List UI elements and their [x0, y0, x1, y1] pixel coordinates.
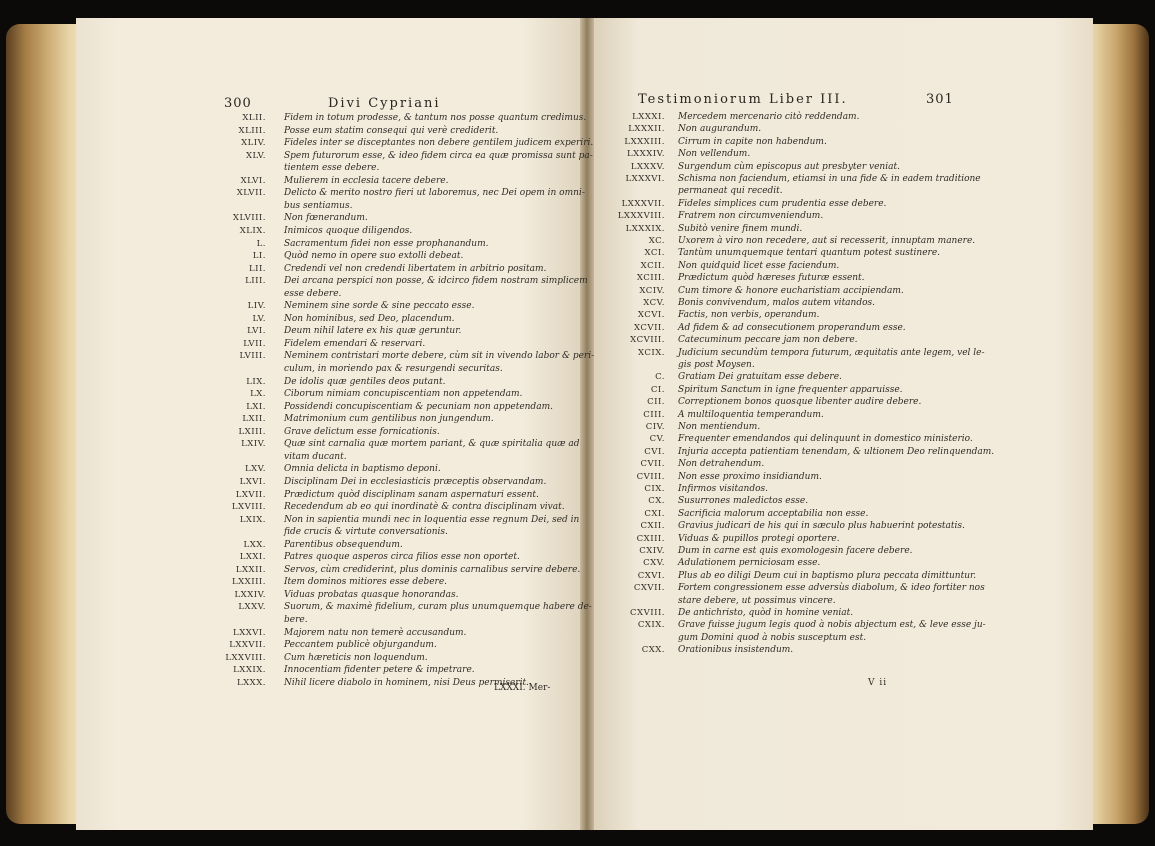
entry-number: LVII. [243, 338, 266, 349]
entry-number: CXV. [643, 558, 665, 569]
entry-text: Sacramentum fidei non esse prophanandum. [284, 238, 489, 249]
right-running-head: Testimoniorum Liber III. [638, 92, 848, 107]
entry-number: XCII. [640, 260, 665, 271]
entry-number: LVI. [247, 326, 266, 337]
entry-text: Correptionem bonos quosque libenter audire debere. [678, 397, 922, 408]
entry-text: bere. [284, 615, 308, 625]
entry-number: LXIII. [238, 426, 266, 437]
entry-number: XCIII. [636, 273, 665, 284]
entry-text: Omnia delicta in baptismo deponi. [284, 464, 441, 475]
entry-number: CXIII. [636, 533, 665, 544]
entry-number: CX. [648, 496, 665, 507]
entry-number: XCI. [644, 248, 665, 259]
entry-text: esse debere. [284, 288, 342, 299]
entry-text: Ciborum nimiam concupiscentiam non appetendam. [284, 389, 523, 400]
entry-text: Non in sapientia mundi nec in loquentia esse regnum Dei, sed in [284, 514, 580, 525]
entry-text: vitam ducant. [284, 451, 347, 462]
entry-number: CVI. [644, 446, 665, 457]
entry-number: LXXV. [238, 602, 266, 613]
entry-number: XLVII. [236, 188, 266, 199]
entry-text: Non vellendum. [678, 149, 751, 160]
entry-number: CI. [650, 384, 665, 395]
entry-text: Infirmos visitandos. [678, 484, 768, 494]
entry-text: Factis, non verbis, operandum. [678, 310, 820, 321]
entry-number: XLV. [245, 150, 266, 161]
entry-number: LXIV. [241, 439, 266, 450]
entry-text: Sacrificia malorum acceptabilia non esse. [678, 508, 869, 519]
entry-text: Surgendum cùm episcopus aut presbyter veniat. [678, 161, 900, 172]
entry-text: Parentibus obsequendum. [284, 539, 403, 550]
entry-text: permaneat qui recedit. [678, 186, 783, 197]
entry-number: LXVII. [235, 489, 266, 500]
entry-number: XLVIII. [232, 213, 266, 224]
entry-text: Spem futurorum esse, & ideo fidem circa ea quæ promissa sunt pa- [284, 150, 593, 161]
entry-number: LXXXVI. [625, 174, 665, 184]
entry-text: Mercedem mercenario citò reddendam. [678, 112, 860, 122]
entry-text: Gratiam Dei gratuitam esse debere. [678, 372, 842, 383]
catchword: LXXXI. Mer- [494, 683, 551, 693]
entry-number: L. [256, 238, 266, 249]
entry-number: LXV. [244, 464, 266, 475]
entry-number: LI. [252, 251, 266, 262]
entry-text: Neminem sine sorde & sine peccato esse. [284, 301, 475, 312]
entry-text: Mulierem in ecclesia tacere debere. [284, 175, 449, 186]
entry-text: Dum in carne est quis exomologesin facere debere. [678, 546, 913, 556]
entry-text: Inimicos quoque diligendos. [284, 225, 413, 236]
entry-number: LXXXII. [628, 124, 665, 135]
entry-text: Bonis convivendum, malos autem vitandos. [678, 298, 876, 308]
entry-text: Non detrahendum. [678, 459, 765, 470]
entry-number: CII. [647, 397, 665, 408]
entry-number: LXXXV. [630, 161, 665, 172]
entry-number: CVIII. [636, 471, 665, 482]
entry-text: Uxorem à viro non recedere, aut si recesserit, innuptam manere. [678, 236, 976, 246]
entry-text: Injuria accepta patientiam tenendam, & ultionem Deo relinquendam. [678, 446, 995, 457]
entry-number: CXVII. [633, 583, 665, 594]
entry-text: culum, in moriendo pax & resurgendi securitas. [284, 364, 503, 374]
open-book [6, 10, 1149, 838]
entry-number: XC. [648, 236, 665, 246]
entry-text: tientem esse debere. [284, 163, 380, 174]
entry-text: Peccantem publicè objurgandum. [284, 640, 437, 651]
entry-text: Quæ sint carnalia quæ mortem pariant, & quæ spiritalia quæ ad [284, 439, 580, 450]
entry-number: XCVI. [637, 310, 665, 321]
entry-number: CVII. [640, 459, 665, 470]
right-page-edges [1089, 24, 1149, 824]
entry-number: CXX. [641, 645, 665, 656]
entry-text: Prædictum quòd disciplinam sanam aspernaturi essent. [284, 489, 539, 500]
entry-text: Cum timore & honore eucharistiam accipiendam. [678, 285, 904, 296]
entry-number: XLIX. [239, 225, 266, 236]
entry-number: CIII. [643, 409, 665, 420]
entry-number: LIV. [247, 301, 266, 312]
entry-number: LIX. [246, 376, 266, 387]
entry-text: gis post Moysen. [678, 360, 755, 370]
entry-text: Possidendi concupiscentiam & pecuniam non appetendam. [284, 401, 553, 412]
entry-text: Subitò venire finem mundi. [678, 223, 803, 234]
entry-text: Fidelem emendari & reservari. [284, 338, 426, 349]
entry-text: A multiloquentia temperandum. [678, 409, 824, 420]
entry-number: LXXX. [236, 677, 266, 688]
entry-number: XCVIII. [630, 335, 665, 346]
entry-text: Schisma non faciendum, etiamsi in una fide & in eadem traditione [678, 174, 981, 184]
entry-number: LIII. [245, 276, 266, 287]
entry-text: Fideles simplices cum prudentia esse debere. [678, 198, 887, 209]
left-page-edges [6, 24, 84, 824]
entry-number: LXXIV. [234, 589, 266, 600]
entry-text: Nihil licere diabolo in hominem, nisi Deus permiserit. [284, 677, 529, 688]
entry-text: Grave delictum esse fornicationis. [284, 426, 440, 437]
entry-number: LXXXIV. [626, 149, 665, 160]
entry-number: LXXVI. [233, 627, 266, 638]
entry-text: Non mentiendum. [678, 422, 761, 432]
entry-text: Tantùm unumquemque tentari quantum potest sustinere. [678, 248, 941, 259]
entry-text: Delicto & merito nostro fieri ut laboremus, nec Dei opem in omni- [284, 188, 585, 199]
entry-text: Spiritum Sanctum in igne frequenter apparuisse. [678, 384, 903, 395]
entry-number: CIX. [644, 484, 665, 494]
entry-number: C. [655, 372, 665, 383]
entry-text: Recedendum ab eo qui inordinatè & contra disciplinam vivat. [284, 502, 565, 513]
entry-number: CXIV. [639, 546, 665, 556]
entry-text: Fideles inter se disceptantes non debere gentilem judicem experiri. [284, 138, 594, 149]
entry-text: Fidem in totum prodesse, & tantum nos posse quantum credimus. [284, 113, 587, 123]
entry-number: LXXXI. [632, 112, 665, 122]
right-page-number: 301 [926, 92, 954, 107]
entry-number: CXI. [644, 508, 665, 519]
entry-number: LXX. [243, 539, 266, 550]
entry-text: gum Domini quod à nobis susceptum est. [678, 632, 867, 643]
entry-text: Orationibus insistendum. [678, 645, 794, 656]
entry-text: Posse eum statim consequi qui verè crediderit. [284, 125, 499, 136]
signature-mark: V ii [868, 678, 888, 688]
entry-number: XCIV. [639, 285, 665, 296]
entry-text: Fratrem non circumveniendum. [678, 211, 824, 222]
entry-number: CXVI. [637, 570, 665, 581]
entry-number: LXII. [242, 414, 266, 425]
entry-text: Cum hæreticis non loquendum. [284, 652, 428, 663]
entry-number: LXVI. [239, 476, 266, 487]
entry-text: Non augurandum. [678, 124, 762, 135]
entry-text: Non fœnerandum. [284, 213, 368, 224]
entry-text: Quòd nemo in opere suo extolli debeat. [284, 251, 464, 262]
entry-number: LXXVIII. [225, 652, 266, 663]
entry-text: Deum nihil latere ex his quæ geruntur. [284, 326, 462, 337]
entry-number: LXIX. [239, 514, 266, 525]
entry-number: CXII. [640, 521, 665, 532]
entry-text: Servos, cùm crediderint, plus dominis carnalibus servire debere. [284, 564, 581, 575]
entry-number: XCIX. [637, 347, 665, 358]
entry-text: De antichristo, quòd in homine veniat. [678, 608, 854, 618]
entry-text: Gravius judicari de his qui in sæculo plus habuerint potestatis. [678, 521, 965, 532]
entry-number: XLIV. [241, 138, 266, 149]
entry-number: XLIII. [238, 125, 266, 136]
entry-number: LX. [250, 389, 266, 400]
entry-text: Viduas & pupillos protegi oportere. [678, 533, 840, 544]
entry-text: Adulationem perniciosam esse. [678, 558, 821, 569]
entry-text: stare debere, ut possimus vincere. [678, 595, 836, 606]
entry-number: LXXI. [239, 552, 266, 563]
entry-number: LXXIX. [233, 665, 266, 676]
entry-number: CXIX. [637, 620, 665, 631]
entry-text: Patres quoque asperos circa filios esse non oportet. [284, 552, 520, 563]
entry-text: Non hominibus, sed Deo, placendum. [284, 313, 455, 324]
entry-number: LXI. [246, 401, 266, 412]
entry-text: Grave fuisse jugum legis quod à nobis abjectum est, & leve esse ju- [678, 620, 986, 631]
entry-number: LXXII. [235, 564, 266, 575]
entry-text: Susurrones maledictos esse. [678, 496, 809, 507]
entry-text: Innocentiam fidenter petere & impetrare. [284, 665, 475, 676]
entry-number: CXVIII. [630, 608, 665, 618]
entry-text: Suorum, & maximè fidelium, curam plus unumquemque habere de- [284, 602, 592, 613]
entry-number: LXXXVIII. [617, 211, 665, 222]
entry-number: LXXXIII. [624, 136, 665, 147]
entry-text: bus sentiamus. [284, 200, 353, 211]
entry-number: LXXIII. [231, 577, 266, 588]
entry-text: Cirrum in capite non habendum. [678, 136, 827, 147]
entry-text: Non quidquid licet esse faciendum. [678, 260, 840, 271]
entry-number: LXVIII. [231, 502, 266, 513]
entry-text: Dei arcana perspici non posse, & idcirco fidem nostram simplicem [284, 276, 588, 287]
entry-text: De idolis quæ gentiles deos putant. [284, 376, 446, 387]
entry-number: LVIII. [239, 351, 266, 362]
entry-text: Matrimonium cum gentilibus non jungendum. [284, 414, 494, 425]
entry-text: Frequenter emendandos qui delinquunt in domestico ministerio. [678, 434, 973, 445]
entry-text: Plus ab eo diligi Deum cui in baptismo plura peccata dimittuntur. [678, 570, 977, 581]
entry-text: Credendi vel non credendi libertatem in arbitrio positam. [284, 263, 547, 274]
entry-text: Viduas probatas quasque honorandas. [284, 589, 459, 600]
entry-text: Majorem natu non temerè accusandum. [284, 627, 467, 638]
entry-number: XLVI. [240, 175, 266, 186]
entry-number: LXXXVII. [621, 198, 665, 209]
entry-number: XCV. [643, 298, 665, 308]
entry-number: LXXVII. [229, 640, 266, 651]
entry-text: Neminem contristari morte debere, cùm sit in vivendo labor & peri- [284, 351, 595, 362]
left-page-number: 300 [224, 96, 252, 111]
entry-text: Disciplinam Dei in ecclesiasticis præceptis observandam. [284, 476, 547, 487]
entry-text: Judicium secundùm tempora futurum, æquitatis ante legem, vel le- [678, 347, 985, 358]
entry-number: XLII. [242, 113, 266, 123]
entry-number: CV. [649, 434, 665, 445]
entry-number: LXXXIX. [625, 223, 665, 234]
entry-number: LII. [248, 263, 266, 274]
entry-text: Ad fidem & ad consecutionem properandum esse. [678, 322, 906, 333]
entry-text: Catecuminum peccare jam non debere. [678, 335, 858, 346]
entry-text: Fortem congressionem esse adversùs diabolum, & ideo fortiter nos [678, 583, 985, 594]
left-running-head: Divi Cypriani [328, 96, 441, 111]
entry-number: LV. [252, 313, 266, 324]
entry-number: XCVII. [634, 322, 665, 333]
entry-text: Prædictum quòd hæreses futuræ essent. [678, 273, 865, 284]
entry-text: fide crucis & virtute conversationis. [284, 527, 448, 538]
entry-text: Item dominos mitiores esse debere. [284, 577, 448, 588]
entry-text: Non esse proximo insidiandum. [678, 471, 822, 482]
entry-number: CIV. [645, 422, 665, 432]
